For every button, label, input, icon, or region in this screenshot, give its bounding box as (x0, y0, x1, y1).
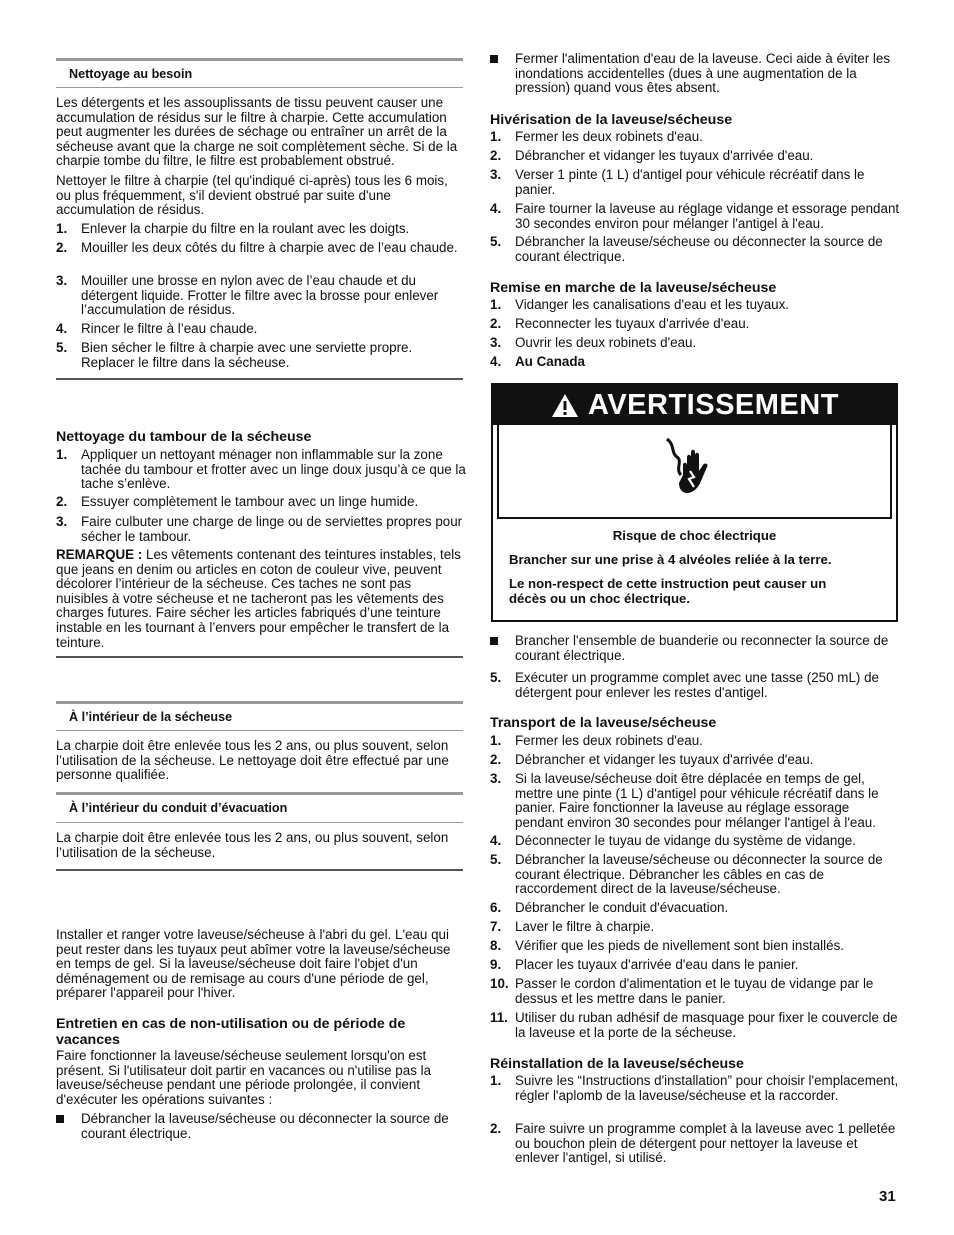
list-item: 1. Suivre les “Instructions d'installation” pour choisir l'emplacement, régler l'aplomb de la laveuse/sécheuse et la raccorder. (490, 1073, 899, 1103)
section-header-label: Nettoyage au besoin (69, 66, 193, 81)
warning-title: AVERTISSEMENT (588, 388, 839, 421)
list-item: 2. Reconnecter les tuyaux d'arrivée d'eau. (490, 316, 750, 331)
section-title: Transport de la laveuse/sécheuse (490, 715, 717, 731)
note-text: Les vêtements contenant des teintures instables, tels que jeans en denim ou articles en coton de couleur vive, peuvent décolorer l’intérieur de la sécheuse. Ces taches ne sont pas nuisibles à votre sécheuse et ne tacheront pas les vêtements des charges futures. Faire sécher les articles fabriqués d’une teinture instable en les tournant à l’envers pour empêcher le transfert de la teinture. (56, 547, 461, 650)
list-item: 2. Mouiller les deux côtés du filtre à charpie avec de l’eau chaude. (56, 240, 458, 255)
list-item: 7. Laver le filtre à charpie. (490, 919, 655, 934)
list-item: 5. Exécuter un programme complet avec une tasse (250 mL) de détergent pour enlever les restes d'antigel. (490, 670, 879, 700)
list-item: 2. Essuyer complètement le tambour avec un linge humide. (56, 494, 419, 509)
electric-shock-hand-icon (661, 435, 731, 505)
paragraph: Faire fonctionner la laveuse/sécheuse seulement lorsqu'on est présent. Si l'utilisateur doit partir en vacances ou n'utilise pas la laveuse/sécheuse pendant une période prolongée, il convient d'exécuter les opérations suivantes : (56, 1048, 432, 1107)
list-item: 6. Débrancher le conduit d'évacuation. (490, 900, 729, 915)
section-header-interieur-secheuse (56, 701, 463, 731)
warning-pictogram-panel (497, 425, 892, 519)
list-item: 1. Appliquer un nettoyant ménager non inflammable sur la zone tachée du tambour et frotter avec un linge doux jusqu’à ce que la tache s’enlève. (56, 447, 466, 492)
list-item: 4. Faire tourner la laveuse au réglage vidange et essorage pendant 30 secondes environ pour mélanger l'antigel à l'eau. (490, 201, 900, 231)
divider (56, 378, 463, 380)
list-item: 4. Déconnecter le tuyau de vidange du système de vidange. (490, 833, 856, 848)
bullet-item: Fermer l'alimentation d'eau de la laveuse. Ceci aide à éviter les inondations accidentelles (dues à une augmentation de la pression) quand vous êtes absent. (490, 52, 900, 96)
warning-line: Brancher sur une prise à 4 alvéoles reliée à la terre. (509, 552, 832, 567)
paragraph: La charpie doit être enlevée tous les 2 ans, ou plus souvent, selon l’utilisation de la sécheuse. Le nettoyage doit être effectué par une personne qualifiée. (56, 738, 449, 783)
section-header-nettoyage-besoin (56, 58, 463, 88)
list-item: 3. Verser 1 pinte (1 L) d'antigel pour véhicule récréatif dans le panier. (490, 167, 865, 197)
warning-title-bar (493, 385, 896, 425)
bullet-item: Débrancher la laveuse/sécheuse ou déconnecter la source de courant électrique. (56, 1112, 466, 1141)
section-header-label: À l’intérieur du conduit d’évacuation (69, 801, 288, 816)
page-number: 31 (879, 1188, 896, 1205)
note-label: REMARQUE : (56, 547, 143, 562)
list-item: 4. Au Canada (490, 354, 585, 369)
list-item: 5. Débrancher la laveuse/sécheuse ou déconnecter la source de courant électrique. (490, 234, 883, 264)
divider (56, 869, 463, 871)
list-item: 5. Débrancher la laveuse/sécheuse ou déconnecter la source de courant électrique. Débrancher les câbles en cas de raccordement direct de la laveuse/sécheuse. (490, 852, 883, 897)
list-item: 2. Débrancher et vidanger les tuyaux d'arrivée d'eau. (490, 752, 814, 767)
note-paragraph (56, 548, 466, 650)
section-header-label: À l’intérieur de la sécheuse (69, 709, 233, 724)
list-item: 5. Bien sécher le filtre à charpie avec une serviette propre. Replacer le filtre dans la sécheuse. (56, 340, 413, 370)
warning-box (491, 383, 898, 622)
bullet-square-icon (56, 1112, 81, 1141)
list-item: 3. Si la laveuse/sécheuse doit être déplacée en temps de gel, mettre une pinte (1 L) d'antigel pour véhicule récréatif dans le panier. Faire fonctionner la laveuse au réglage essorage pendant environ 30 secondes pour mélanger l'antigel à l'eau. (490, 771, 879, 830)
list-item: 1. Vidanger les canalisations d'eau et les tuyaux. (490, 297, 790, 312)
list-item: 11. Utiliser du ruban adhésif de masquage pour fixer le couvercle de la laveuse et la porte de la sécheuse. (490, 1010, 898, 1040)
list-item: 1. Fermer les deux robinets d'eau. (490, 733, 703, 748)
section-title: Réinstallation de la laveuse/sécheuse (490, 1056, 744, 1072)
paragraph: Les détergents et les assouplissants de tissu peuvent causer une accumulation de résidus sur le filtre à charpie. Cette accumulation peut augmenter les durées de séchage ou entraîner un arrêt de la sécheuse avant que la charge ne soit complètement sèche. Si de la charpie tombe du filtre, le filtre est probablement obstrué. (56, 95, 458, 169)
list-item: 8. Vérifier que les pieds de nivellement sont bien installés. (490, 938, 844, 953)
bullet-square-icon (490, 52, 515, 96)
section-header-conduit-evacuation (56, 792, 463, 823)
paragraph: La charpie doit être enlevée tous les 2 ans, ou plus souvent, selon l’utilisation de la sécheuse. (56, 830, 449, 860)
list-item: 2. Faire suivre un programme complet à la laveuse avec 1 pelletée ou bouchon plein de détergent pour nettoyer la laveuse et enlever l'antigel, si utilisé. (490, 1121, 896, 1166)
list-item: 2. Débrancher et vidanger les tuyaux d'arrivée d'eau. (490, 148, 814, 163)
warning-risk: Risque de choc électrique (612, 528, 777, 543)
list-item: 10. Passer le cordon d'alimentation et le tuyau de vidange par le dessus et les mettre dans le panier. (490, 976, 874, 1006)
list-item: 3. Mouiller une brosse en nylon avec de l’eau chaude et du détergent liquide. Frotter le filtre avec la brosse pour enlever l’accumulation de résidus. (56, 273, 439, 318)
section-title: Hivérisation de la laveuse/sécheuse (490, 112, 733, 128)
list-item: 9. Placer les tuyaux d'arrivée d'eau dans le panier. (490, 957, 799, 972)
divider (56, 656, 463, 658)
list-item: 3. Faire culbuter une charge de linge ou de serviettes propres pour sécher le tambour. (56, 514, 463, 544)
paragraph: Nettoyer le filtre à charpie (tel qu'indiqué ci-après) tous les 6 mois, ou plus fréquemment, s'il devient obstrué par suite d'une accumulation de résidus. (56, 173, 448, 218)
warning-triangle-icon (550, 392, 580, 419)
bullet-square-icon (490, 634, 515, 663)
list-item: 1. Fermer les deux robinets d'eau. (490, 129, 703, 144)
list-item: 1. Enlever la charpie du filtre en la roulant avec les doigts. (56, 221, 410, 236)
warning-line: Le non-respect de cette instruction peut causer un décès ou un choc électrique. (509, 576, 827, 607)
section-title: Nettoyage du tambour de la sécheuse (56, 429, 312, 445)
paragraph: Installer et ranger votre laveuse/sécheuse à l'abri du gel. L'eau qui peut rester dans les tuyaux peut abîmer votre la laveuse/sécheuse en temps de gel. Si la laveuse/sécheuse doit faire l'objet d'un déménagement ou de remisage au cours d'une période de gel, préparer l'appareil pour l'hiver. (56, 927, 451, 1001)
bullet-item: Brancher l'ensemble de buanderie ou reconnecter la source de courant électrique. (490, 634, 900, 663)
list-item: 4. Rincer le filtre à l’eau chaude. (56, 321, 258, 336)
section-title: Remise en marche de la laveuse/sécheuse (490, 280, 777, 296)
section-title: Entretien en cas de non-utilisation ou de période de vacances (56, 1016, 406, 1048)
list-item: 3. Ouvrir les deux robinets d'eau. (490, 335, 697, 350)
